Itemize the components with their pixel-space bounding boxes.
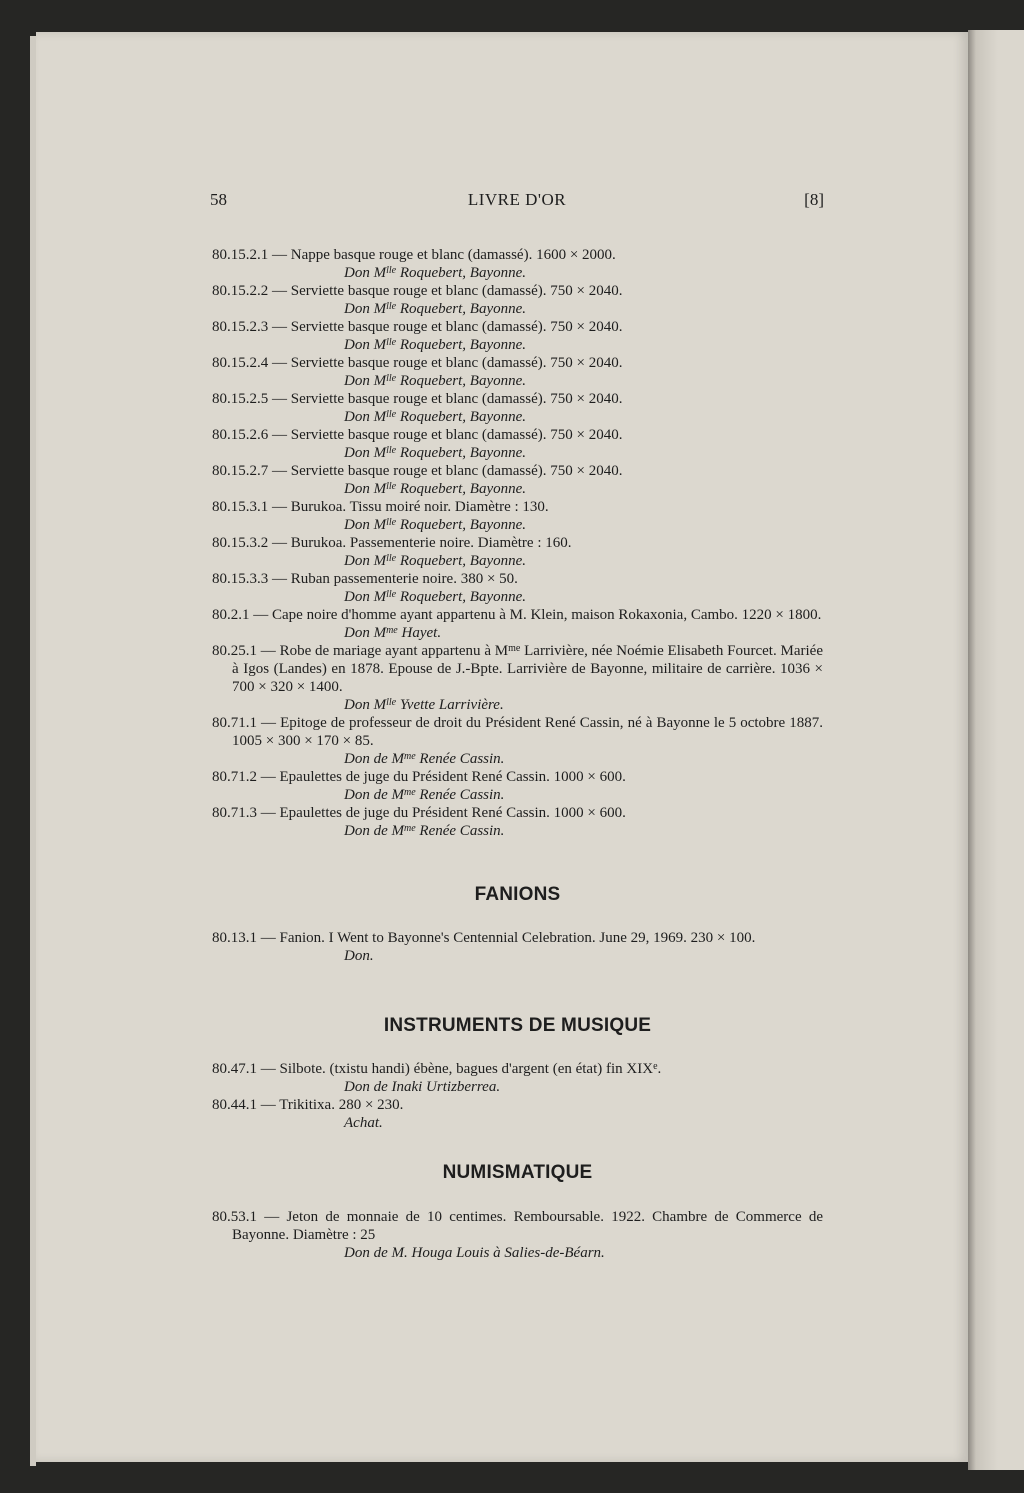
catalogue-entry xyxy=(212,570,823,606)
donor-line xyxy=(212,300,823,318)
inventory-number: 80.13.1 xyxy=(212,930,257,946)
donor-title-superscript: lle xyxy=(386,265,397,276)
inventory-number: 80.15.2.7 xyxy=(212,463,269,479)
donor-text: Don M xyxy=(344,409,387,425)
donor-line xyxy=(212,822,823,840)
donor-name: Renée Cassin. xyxy=(415,823,505,839)
entry-text-superscript: e xyxy=(653,1061,658,1072)
inventory-number: 80.2.1 xyxy=(212,607,250,623)
donor-name: Renée Cassin. xyxy=(415,787,505,803)
entry-description: 80.71.3 — Epaulettes de juge du Président René Cassin. 1000 × 600. xyxy=(212,805,626,821)
donor-name: Roquebert, Bayonne. xyxy=(396,445,527,461)
catalogue-entry xyxy=(212,534,823,570)
donor-text: Don M xyxy=(344,481,387,497)
donor-name: Roquebert, Bayonne. xyxy=(396,589,527,605)
inventory-number: 80.15.3.1 xyxy=(212,499,269,515)
inventory-number: 80.44.1 xyxy=(212,1097,257,1113)
donor-title-superscript: lle xyxy=(386,697,397,708)
catalogue-entry xyxy=(212,1060,823,1096)
donor-title-superscript: lle xyxy=(386,409,397,420)
entry-description: 80.53.1 — Jeton de monnaie de 10 centimes. Remboursable. 1922. Chambre de Commerce de Bayonne. Diamètre : 25 xyxy=(212,1209,823,1243)
entry-text: Epaulettes de juge du Président René Cassin. 1000 × 600. xyxy=(279,805,626,821)
inventory-number: 80.15.2.5 xyxy=(212,391,269,407)
entry-text: Trikitixa. 280 × 230. xyxy=(279,1097,404,1113)
donor-line xyxy=(212,444,823,462)
donor-title-superscript: lle xyxy=(386,301,397,312)
donor-text: Don M xyxy=(344,697,387,713)
catalogue-entry xyxy=(212,606,823,642)
donor-title-superscript: lle xyxy=(386,337,397,348)
entry-text: Nappe basque rouge et blanc (damassé). 1600 × 2000. xyxy=(290,247,616,263)
entry-description: 80.15.3.3 — Ruban passementerie noire. 380 × 50. xyxy=(212,571,518,587)
entry-description: 80.13.1 — Fanion. I Went to Bayonne's Centennial Celebration. June 29, 1969. 230 × 100. xyxy=(212,930,756,946)
entry-description: 80.15.2.4 — Serviette basque rouge et blanc (damassé). 750 × 2040. xyxy=(212,355,623,371)
donor-text: Don M xyxy=(344,517,387,533)
donor-text: Don de M xyxy=(344,751,404,767)
catalogue-entry xyxy=(212,462,823,498)
donor-name: Roquebert, Bayonne. xyxy=(396,373,527,389)
donor-text: Don de M xyxy=(344,823,404,839)
entry-text: Fanion. I Went to Bayonne's Centennial Celebration. June 29, 1969. 230 × 100. xyxy=(279,930,756,946)
donor-line xyxy=(212,516,823,534)
inventory-number: 80.15.3.3 xyxy=(212,571,269,587)
donor-name: Hayet. xyxy=(397,625,442,641)
catalogue-entry xyxy=(212,642,823,714)
catalogue-block-numismatique xyxy=(212,1208,823,1262)
entry-description: 80.2.1 — Cape noire d'homme ayant appartenu à M. Klein, maison Rokaxonia, Cambo. 1220 × 1800. xyxy=(212,607,822,623)
inventory-number: 80.47.1 xyxy=(212,1061,257,1077)
entry-text: Serviette basque rouge et blanc (damassé). 750 × 2040. xyxy=(290,319,623,335)
donor-name: Roquebert, Bayonne. xyxy=(396,481,527,497)
inventory-number: 80.71.1 xyxy=(212,715,257,731)
donor-title-superscript: lle xyxy=(386,445,397,456)
donor-text: Don de M xyxy=(344,787,404,803)
section-heading-fanions: FANIONS xyxy=(474,884,561,905)
facing-page-edge xyxy=(968,30,1024,1470)
donor-text: Don M xyxy=(344,373,387,389)
catalogue-entry xyxy=(212,498,823,534)
donor-line xyxy=(212,947,823,965)
entry-description: 80.25.1 — Robe de mariage ayant appartenu à $M^{me}$ Larrivière, née Noémie Elisabeth Fourcet. Mariée à Igos (Landes) en 1878. Epouse de J.-Bpte. Larrivière de Bayonne, militaire de carrière. 1036 × 700 × 320 × 1400. xyxy=(212,643,823,695)
donor-title-superscript: me xyxy=(404,751,416,762)
donor-text: Don M xyxy=(344,337,387,353)
donor-text: Don M xyxy=(344,445,387,461)
donor-line xyxy=(212,372,823,390)
entry-text: Silbote. (txistu handi) ébène, bagues d'argent (en état) fin XIX xyxy=(279,1061,654,1077)
donor-line xyxy=(212,336,823,354)
entry-text: Serviette basque rouge et blanc (damassé). 750 × 2040. xyxy=(290,283,623,299)
donor-name: Roquebert, Bayonne. xyxy=(396,337,527,353)
inventory-number: 80.15.3.2 xyxy=(212,535,269,551)
entry-text: Serviette basque rouge et blanc (damassé). 750 × 2040. xyxy=(290,427,623,443)
catalogue-entry xyxy=(212,282,823,318)
donor-name: Roquebert, Bayonne. xyxy=(396,265,527,281)
donor-name: Roquebert, Bayonne. xyxy=(396,409,527,425)
donor-name: Roquebert, Bayonne. xyxy=(396,553,527,569)
entry-text-superscript: me xyxy=(508,643,521,654)
entry-description: 80.15.2.2 — Serviette basque rouge et blanc (damassé). 750 × 2040. xyxy=(212,283,623,299)
donor-title-superscript: lle xyxy=(386,517,397,528)
donor-line xyxy=(212,1078,823,1096)
inventory-number: 80.25.1 xyxy=(212,643,257,659)
entry-description: 80.44.1 — Trikitixa. 280 × 230. xyxy=(212,1097,404,1113)
donor-name: Roquebert, Bayonne. xyxy=(396,301,527,317)
donor-line xyxy=(212,480,823,498)
donor-line xyxy=(212,750,823,768)
catalogue-entry xyxy=(212,354,823,390)
entry-description: 80.47.1 — Silbote. (txistu handi) ébène, bagues d'argent (en état) fin XIXe. xyxy=(212,1061,662,1077)
entry-text: Ruban passementerie noire. 380 × 50. xyxy=(290,571,518,587)
entry-description: 80.15.3.2 — Burukoa. Passementerie noire. Diamètre : 160. xyxy=(212,535,572,551)
inventory-number: 80.15.2.2 xyxy=(212,283,269,299)
catalogue-block-instruments xyxy=(212,1060,823,1132)
donor-name: Renée Cassin. xyxy=(415,751,505,767)
catalogue-entry xyxy=(212,714,823,768)
entry-text-continued: Larrivière, née Noémie Elisabeth Fourcet. Mariée à Igos (Landes) en 1878. Epouse de J.-Bpte. Larrivière de Bayonne, militaire de carrière. 1036 × 700 × 320 × 1400. xyxy=(232,643,823,695)
catalogue-entry xyxy=(212,1096,823,1132)
section-heading-instruments: INSTRUMENTS DE MUSIQUE xyxy=(383,1015,652,1036)
page-number: 58 xyxy=(210,190,227,209)
entry-description: 80.15.2.1 — Nappe basque rouge et blanc (damassé). 1600 × 2000. xyxy=(212,247,616,263)
catalogue-block-costumes xyxy=(212,246,823,840)
donor-text: Don M xyxy=(344,265,387,281)
catalogue-entry xyxy=(212,318,823,354)
entry-description: 80.15.2.3 — Serviette basque rouge et blanc (damassé). 750 × 2040. xyxy=(212,319,623,335)
entry-description: 80.15.2.7 — Serviette basque rouge et blanc (damassé). 750 × 2040. xyxy=(212,463,623,479)
entry-text: Serviette basque rouge et blanc (damassé). 750 × 2040. xyxy=(290,355,623,371)
donor-title-superscript: me xyxy=(404,787,416,798)
donor-line xyxy=(212,1244,823,1262)
entry-description: 80.15.2.5 — Serviette basque rouge et blanc (damassé). 750 × 2040. xyxy=(212,391,623,407)
donor-title-superscript: me xyxy=(386,625,398,636)
inventory-number: 80.15.2.6 xyxy=(212,427,269,443)
donor-text: Don M xyxy=(344,553,387,569)
running-title: LIVRE D'OR xyxy=(467,190,567,209)
donor-line xyxy=(212,264,823,282)
donor-title-superscript: lle xyxy=(386,553,397,564)
donor-text: Don. xyxy=(344,948,374,964)
entry-text: Cape noire d'homme ayant appartenu à M. Klein, maison Rokaxonia, Cambo. 1220 × 1800. xyxy=(272,607,822,623)
catalogue-entry xyxy=(212,804,823,840)
catalogue-entry xyxy=(212,426,823,462)
entry-description: 80.71.2 — Epaulettes de juge du Président René Cassin. 1000 × 600. xyxy=(212,769,626,785)
donor-line xyxy=(212,588,823,606)
section-number: [8] xyxy=(804,190,824,209)
donor-line xyxy=(212,408,823,426)
entry-text: Serviette basque rouge et blanc (damassé). 750 × 2040. xyxy=(290,391,623,407)
inventory-number: 80.15.2.1 xyxy=(212,247,269,263)
inventory-number: 80.15.2.4 xyxy=(212,355,269,371)
donor-title-superscript: lle xyxy=(386,481,397,492)
entry-text: Burukoa. Passementerie noire. Diamètre : 160. xyxy=(290,535,572,551)
catalogue-entry xyxy=(212,929,823,965)
donor-line xyxy=(212,1114,823,1132)
section-heading-numismatique: NUMISMATIQUE xyxy=(442,1162,593,1183)
entry-text: Epitoge de professeur de droit du Président René Cassin, né à Bayonne le 5 octobre 1887. 1005 × 300 × 170 × 85. xyxy=(232,715,823,749)
donor-title-superscript: me xyxy=(404,823,416,834)
entry-text-continued: . xyxy=(657,1061,662,1077)
entry-text: Burukoa. Tissu moiré noir. Diamètre : 130. xyxy=(290,499,549,515)
entry-text: Robe de mariage ayant appartenu à M xyxy=(279,643,509,659)
entry-description: 80.15.2.6 — Serviette basque rouge et blanc (damassé). 750 × 2040. xyxy=(212,427,623,443)
donor-text: Don M xyxy=(344,589,387,605)
donor-name: Roquebert, Bayonne. xyxy=(396,517,527,533)
catalogue-entry xyxy=(212,768,823,804)
donor-line xyxy=(212,552,823,570)
entry-description: 80.15.3.1 — Burukoa. Tissu moiré noir. Diamètre : 130. xyxy=(212,499,549,515)
donor-title-superscript: lle xyxy=(386,373,397,384)
donor-line xyxy=(212,786,823,804)
catalogue-entry xyxy=(212,246,823,282)
donor-name: Yvette Larrivière. xyxy=(396,697,504,713)
donor-line xyxy=(212,696,823,714)
donor-text: Don M xyxy=(344,301,387,317)
entry-text: Jeton de monnaie de 10 centimes. Remboursable. 1922. Chambre de Commerce de Bayonne. Diamètre : 25 xyxy=(232,1209,823,1243)
donor-text: Achat. xyxy=(344,1115,383,1131)
entry-text: Serviette basque rouge et blanc (damassé). 750 × 2040. xyxy=(290,463,623,479)
donor-text: Don M xyxy=(344,625,387,641)
donor-text: Don de Inaki Urtizberrea. xyxy=(344,1079,501,1095)
entry-text: Epaulettes de juge du Président René Cassin. 1000 × 600. xyxy=(279,769,626,785)
inventory-number: 80.53.1 xyxy=(212,1209,257,1225)
catalogue-block-fanions xyxy=(212,929,823,965)
inventory-number: 80.15.2.3 xyxy=(212,319,269,335)
inventory-number: 80.71.3 xyxy=(212,805,257,821)
entry-description: 80.71.1 — Epitoge de professeur de droit du Président René Cassin, né à Bayonne le 5 octobre 1887. 1005 × 300 × 170 × 85. xyxy=(212,715,823,749)
inventory-number: 80.71.2 xyxy=(212,769,257,785)
donor-title-superscript: lle xyxy=(386,589,397,600)
donor-line xyxy=(212,624,823,642)
donor-text: Don de M. Houga Louis à Salies-de-Béarn. xyxy=(344,1245,605,1261)
running-header xyxy=(210,190,824,212)
catalogue-entry xyxy=(212,1208,823,1262)
catalogue-entry xyxy=(212,390,823,426)
